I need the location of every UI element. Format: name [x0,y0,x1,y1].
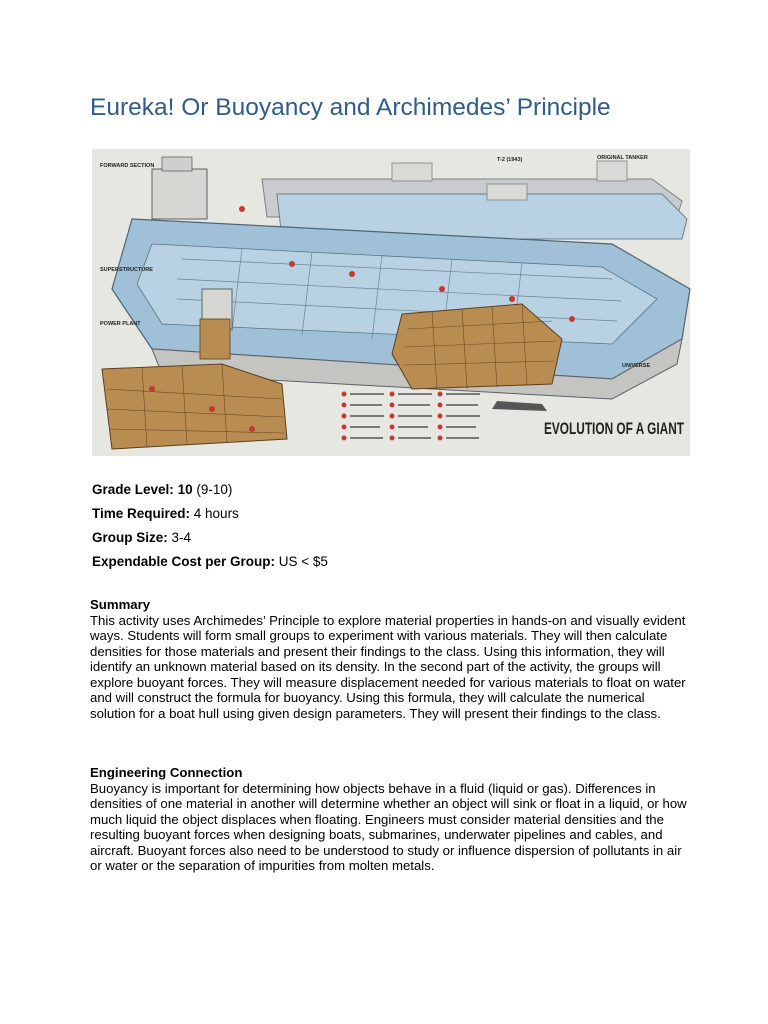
label-superstructure: SUPERSTRUCTURE [100,267,153,273]
time-required-row [92,502,328,526]
tanker-illustration-svg [92,149,690,456]
engineering-connection-text: Buoyancy is important for determining how objects behave in a fluid (liquid or gas). Differences in densities of one material in another will determine whether an object will sink or float in a liquid, or how much liquid the object displaces when floating. Engineers must consider material densities and the resulting buoyant forces when designing boats, submarines, underwater pipelines and cables, and aircraft. Buoyant forces also need to be understood to study or influence dispersion of pollutants in air or water or the separation of impurities from molten metals. [90,780,687,873]
group-size-value: 3-4 [167,530,192,545]
label-ship-name: UNIVERSE [622,363,651,369]
page-title: Eureka! Or Buoyancy and Archimedes’ Principle [90,94,611,121]
summary-section [90,597,690,721]
grade-level-row [92,478,328,502]
engineering-connection-section [90,765,690,874]
grade-level-value: 10 [177,482,193,497]
tanker-cutaway-illustration [92,149,690,456]
time-required-value: 4 hours [190,506,239,521]
cost-row [92,550,328,574]
group-size-row [92,526,328,550]
label-original: ORIGINAL TANKER [597,155,648,161]
label-power-plant: POWER PLANT [100,321,141,327]
figure-headline: EVOLUTION OF A GIANT [544,419,685,438]
cost-value: US < $5 [275,554,328,569]
grade-level-label: Grade Level: [92,482,174,497]
summary-text: This activity uses Archimedes’ Principle to explore material properties in hands-on and visually evident ways. Students will form small groups to experiment with various materials. They will then calculate densities for those materials and present their findings to the class. Using this information, they will identify an unknown material based on its density. In the second part of the activity, the groups will explore buoyant forces. They will measure displacement needed for various materials to float on water and will construct the formula for buoyancy. Using this formula, they will calculate the numerical solution for a boat hull using given design parameters. They will present their findings to the class. [90,612,686,721]
summary-heading: Summary [90,597,151,612]
cost-label: Expendable Cost per Group: [92,554,276,569]
activity-meta [92,478,328,574]
group-size-label: Group Size: [92,530,168,545]
grade-level-range: (9-10) [192,482,233,497]
label-t2-ship: T-2 (1943) [497,157,523,163]
label-forward-section: FORWARD SECTION [100,163,155,169]
time-required-label: Time Required: [92,506,191,521]
engineering-connection-heading: Engineering Connection [90,765,243,780]
